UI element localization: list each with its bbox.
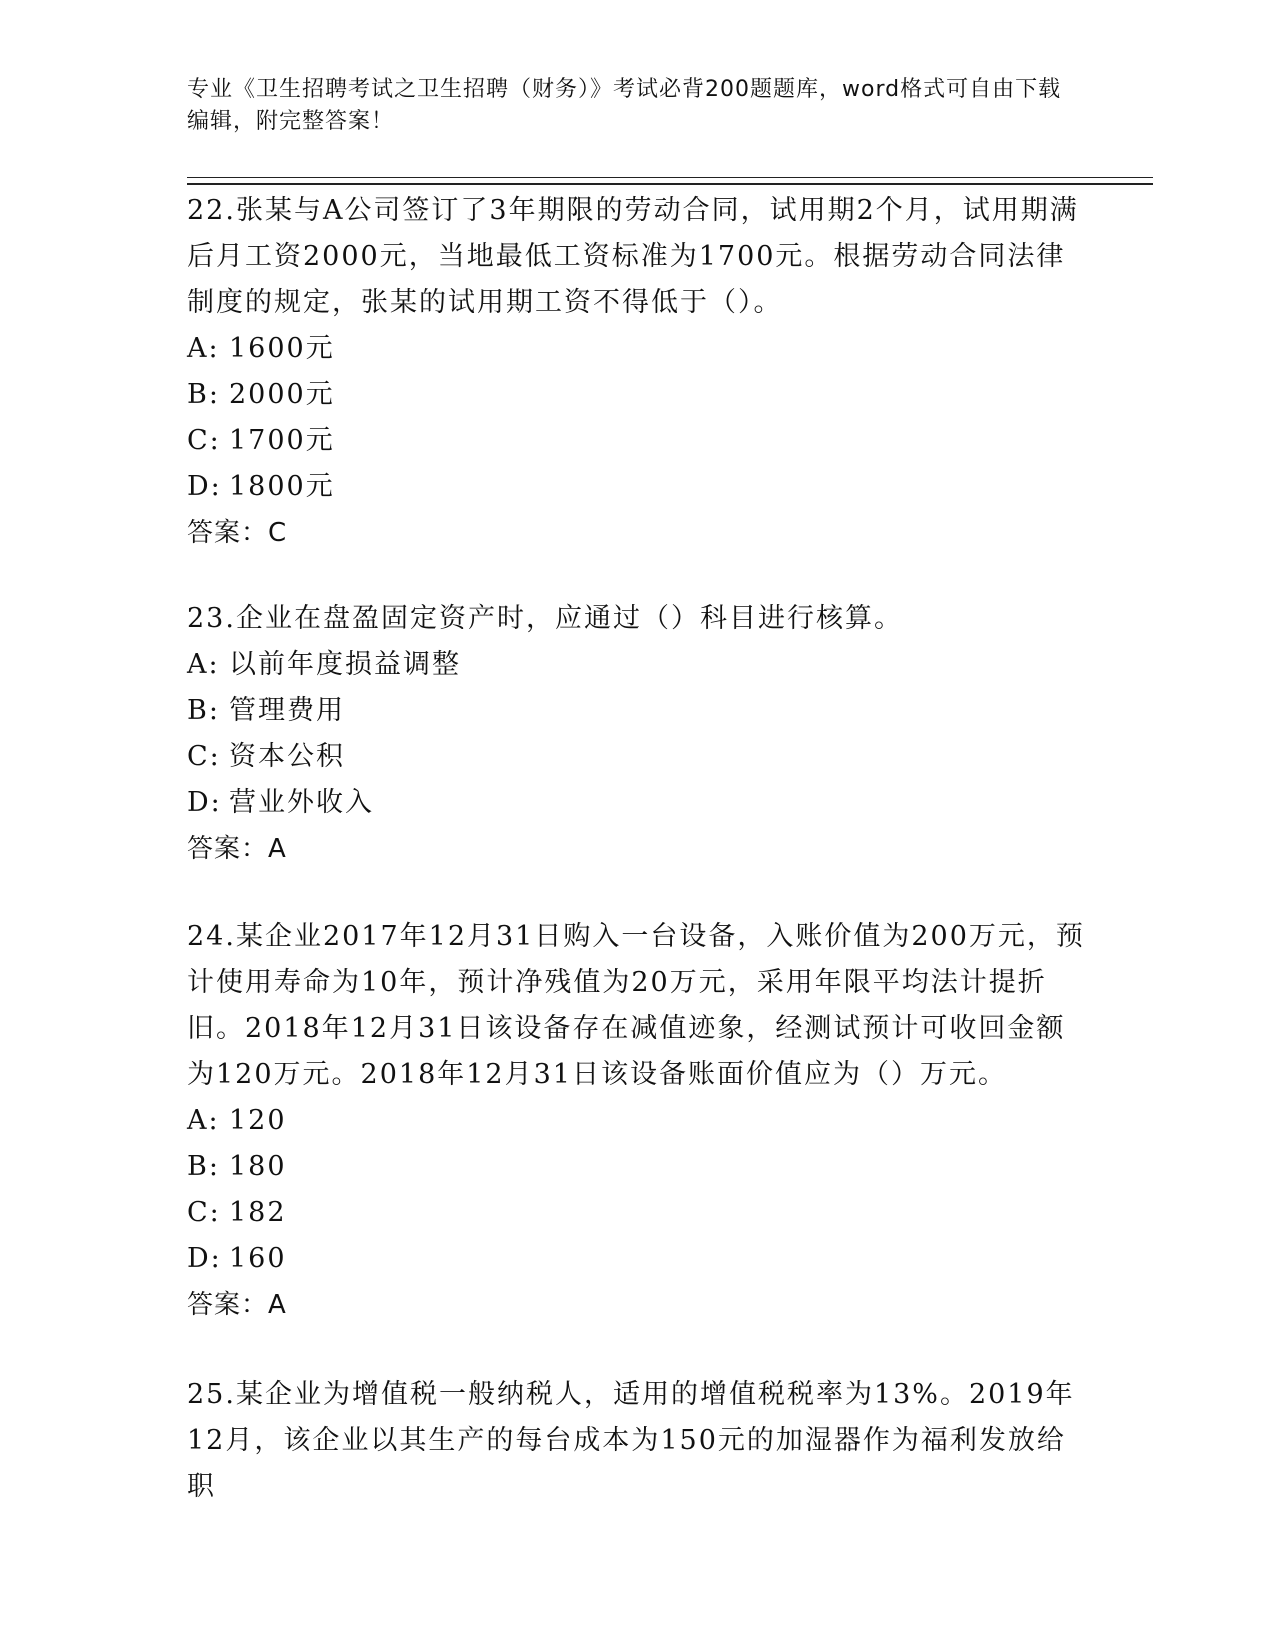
option-key: A: <box>187 333 220 364</box>
option-text: 120 <box>229 1105 287 1136</box>
option-text: 以前年度损益调整 <box>229 649 461 680</box>
option-key: C: <box>187 741 221 772</box>
option-key: A: <box>187 649 220 680</box>
question-stem: 22.张某与A公司签订了3年期限的劳动合同，试用期2个月，试用期满后月工资2000元，当地最低工资标准为1700元。根据劳动合同法律制度的规定，张某的试用期工资不得低于（）。 <box>187 195 1079 318</box>
option-c <box>187 734 1087 780</box>
question-stem: 24.某企业2017年12月31日购入一台设备，入账价值为200万元，预计使用寿命为10年，预计净残值为20万元，采用年限平均法计提折旧。2018年12月31日该设备存在减值迹象，经测试预计可收回金额为120万元。2018年12月31日该设备账面价值应为（）万元。 <box>187 921 1085 1090</box>
question-24 <box>187 914 1087 1328</box>
question-stem: 23.企业在盘盈固定资产时，应通过（）科目进行核算。 <box>187 603 903 634</box>
header-divider-bottom <box>187 183 1153 185</box>
option-a <box>187 1098 1087 1144</box>
option-d <box>187 1236 1087 1282</box>
document-header: 专业《卫生招聘考试之卫生招聘（财务）》考试必背200题题库，word格式可自由下载编辑，附完整答案！ <box>187 77 1062 134</box>
option-key: B: <box>187 379 220 410</box>
option-key: C: <box>187 1197 221 1228</box>
option-text: 180 <box>229 1151 287 1182</box>
option-key: B: <box>187 695 220 726</box>
option-b <box>187 1144 1087 1190</box>
option-a <box>187 326 1087 372</box>
option-key: D: <box>187 1243 222 1274</box>
option-d <box>187 464 1087 510</box>
option-text: 营业外收入 <box>229 787 374 818</box>
question-23 <box>187 596 1087 872</box>
question-stem: 25.某企业为增值税一般纳税人，适用的增值税税率为13%。2019年12月，该企业以其生产的每台成本为150元的加湿器作为福利发放给职 <box>187 1379 1075 1502</box>
option-text: 182 <box>229 1197 287 1228</box>
option-key: D: <box>187 787 222 818</box>
option-a <box>187 642 1087 688</box>
option-key: A: <box>187 1105 220 1136</box>
option-b <box>187 688 1087 734</box>
answer-line: 答案：A <box>187 834 287 864</box>
question-25 <box>187 1372 1087 1510</box>
header-divider-top <box>187 177 1153 178</box>
option-text: 2000元 <box>229 379 335 410</box>
option-c <box>187 418 1087 464</box>
option-text: 资本公积 <box>229 741 345 772</box>
option-key: C: <box>187 425 221 456</box>
option-text: 管理费用 <box>229 695 345 726</box>
option-text: 160 <box>229 1243 287 1274</box>
option-key: D: <box>187 471 222 502</box>
option-key: B: <box>187 1151 220 1182</box>
option-text: 1700元 <box>229 425 335 456</box>
option-b <box>187 372 1087 418</box>
option-c <box>187 1190 1087 1236</box>
answer-line: 答案：A <box>187 1290 287 1320</box>
option-d <box>187 780 1087 826</box>
answer-line: 答案：C <box>187 518 288 548</box>
question-22 <box>187 188 1087 556</box>
option-text: 1800元 <box>229 471 335 502</box>
option-text: 1600元 <box>229 333 335 364</box>
